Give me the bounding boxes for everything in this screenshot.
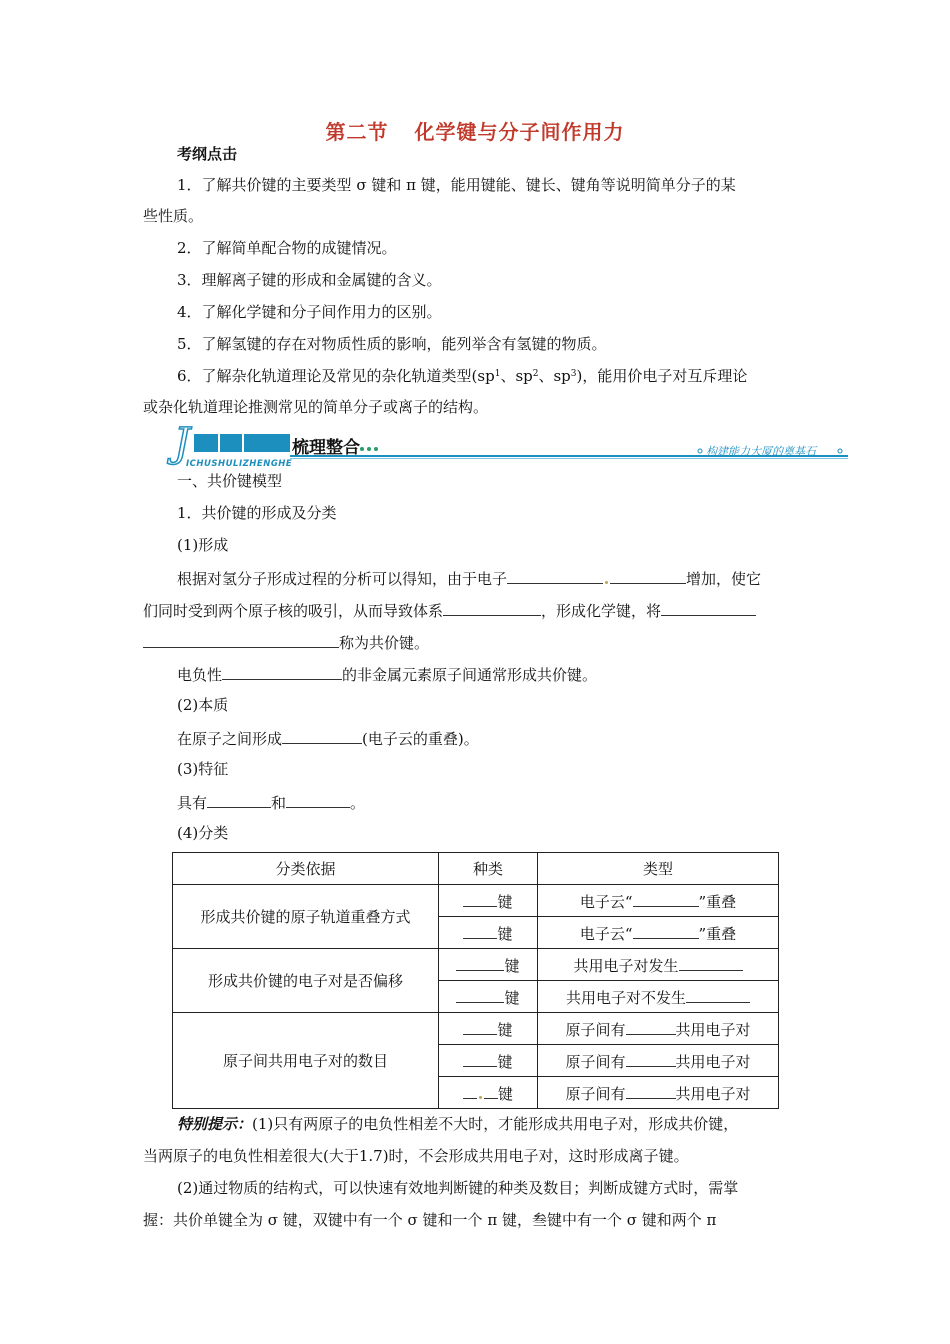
formation-line-1: 根据对氢分子形成过程的分析可以得知，由于电子 增加，使它 [177,567,761,589]
table-cell-kind: 键 [439,1045,538,1077]
mark-dot [605,581,608,584]
formation-line-2: 们同时受到两个原子核的吸引，从而导致体系 ，形成化学键，将 [143,599,756,621]
section-title: 化学键与分子间作用力 [414,120,625,144]
syllabus-item-6: 6．了解杂化轨道理论及常见的杂化轨道类型($sp^1$、$sp^2$、$sp^3$)，能用价电子对互斥理论 [177,367,748,385]
section-number: 第二节 [325,120,389,144]
subsection-heading: 1．共价键的形成及分类 [177,504,337,522]
table-row [173,1013,779,1045]
classification-table [172,852,779,1109]
essence-label: (2)本质 [177,696,229,714]
table-cell-kind: 键 [439,885,538,917]
formation-line-4: 电负性 的非金属元素原子间通常形成共价键。 [177,663,597,685]
table-cell-kind: 键 [439,917,538,949]
table-cell-basis: 原子间共用电子对的数目 [173,1013,439,1109]
table-cell-kind: 键 [439,1077,538,1109]
banner-pinyin: ICHUSHULIZHENGHE [186,459,293,469]
table-cell-type: 共用电子对不发生 [538,981,779,1013]
table-cell-type: 原子间有 共用电子对 [538,1077,779,1109]
syllabus-heading: 考纲点击 [177,145,238,163]
hint-paragraph-1: 特别提示：(1)只有两原子的电负性相差不大时，才能形成共用电子对，形成共价键， [177,1115,739,1133]
table-header: 类型 [538,853,779,885]
mark-dot [479,1096,482,1099]
hint-label: 特别提示： [177,1115,253,1133]
table-cell-kind: 键 [439,1013,538,1045]
table-cell-type: 电子云“ ”重叠 [538,885,779,917]
hint-paragraph-2-cont: 握：共价单键全为 σ 键，双键中有一个 σ 键和一个 π 键，叁键中有一个 σ 键和两个 π [143,1211,717,1229]
table-row [173,949,779,981]
formation-label: (1)形成 [177,536,229,554]
table-cell-basis: 形成共价键的电子对是否偏移 [173,949,439,1013]
syllabus-item-3: 3．理解离子键的形成和金属键的含义。 [177,271,442,289]
table-header: 分类依据 [173,853,439,885]
syllabus-item-5: 5．了解氢键的存在对物质性质的影响，能列举含有氢键的物质。 [177,335,607,353]
feature-label: (3)特征 [177,760,229,778]
page-title [0,116,950,145]
table-row [173,885,779,917]
formation-line-3: 称为共价键。 [143,631,429,653]
table-cell-type: 电子云“ ”重叠 [538,917,779,949]
table-cell-type: 共用电子对发生 [538,949,779,981]
table-cell-type: 原子间有 共用电子对 [538,1013,779,1045]
table-cell-basis: 形成共价键的原子轨道重叠方式 [173,885,439,949]
section-heading: 一、共价键模型 [177,472,283,490]
syllabus-item-1-cont: 些性质。 [143,207,204,225]
hint-paragraph-2: (2)通过物质的结构式，可以快速有效地判断键的种类及数目；判断成键方式时，需掌 [177,1179,739,1197]
classify-label: (4)分类 [177,824,229,842]
essence-line: 在原子之间形成 (电子云的重叠)。 [177,727,479,749]
feature-line: 具有 和 。 [177,791,365,813]
syllabus-item-6-cont: 或杂化轨道理论推测常见的简单分子或离子的结构。 [143,398,489,416]
banner-tagline: 构建能力大厦的奠基石 [706,445,816,458]
syllabus-item-4: 4．了解化学键和分子间作用力的区别。 [177,303,442,321]
table-cell-kind: 键 [439,981,538,1013]
table-cell-kind: 键 [439,949,538,981]
table-header-row [173,853,779,885]
hint-paragraph-1-cont: 当两原子的电负性相差很大(大于1.7)时，不会形成共用电子对，这时形成离子键。 [143,1147,689,1165]
banner-title: 梳理整合 [292,438,360,458]
section-banner [172,420,848,474]
table-header: 种类 [439,853,538,885]
table-cell-type: 原子间有 共用电子对 [538,1045,779,1077]
syllabus-item-1: 1．了解共价键的主要类型 σ 键和 π 键，能用键能、键长、键角等说明简单分子的某 [177,176,736,194]
syllabus-item-2: 2．了解简单配合物的成键情况。 [177,239,397,257]
banner-letter: J [174,420,191,466]
